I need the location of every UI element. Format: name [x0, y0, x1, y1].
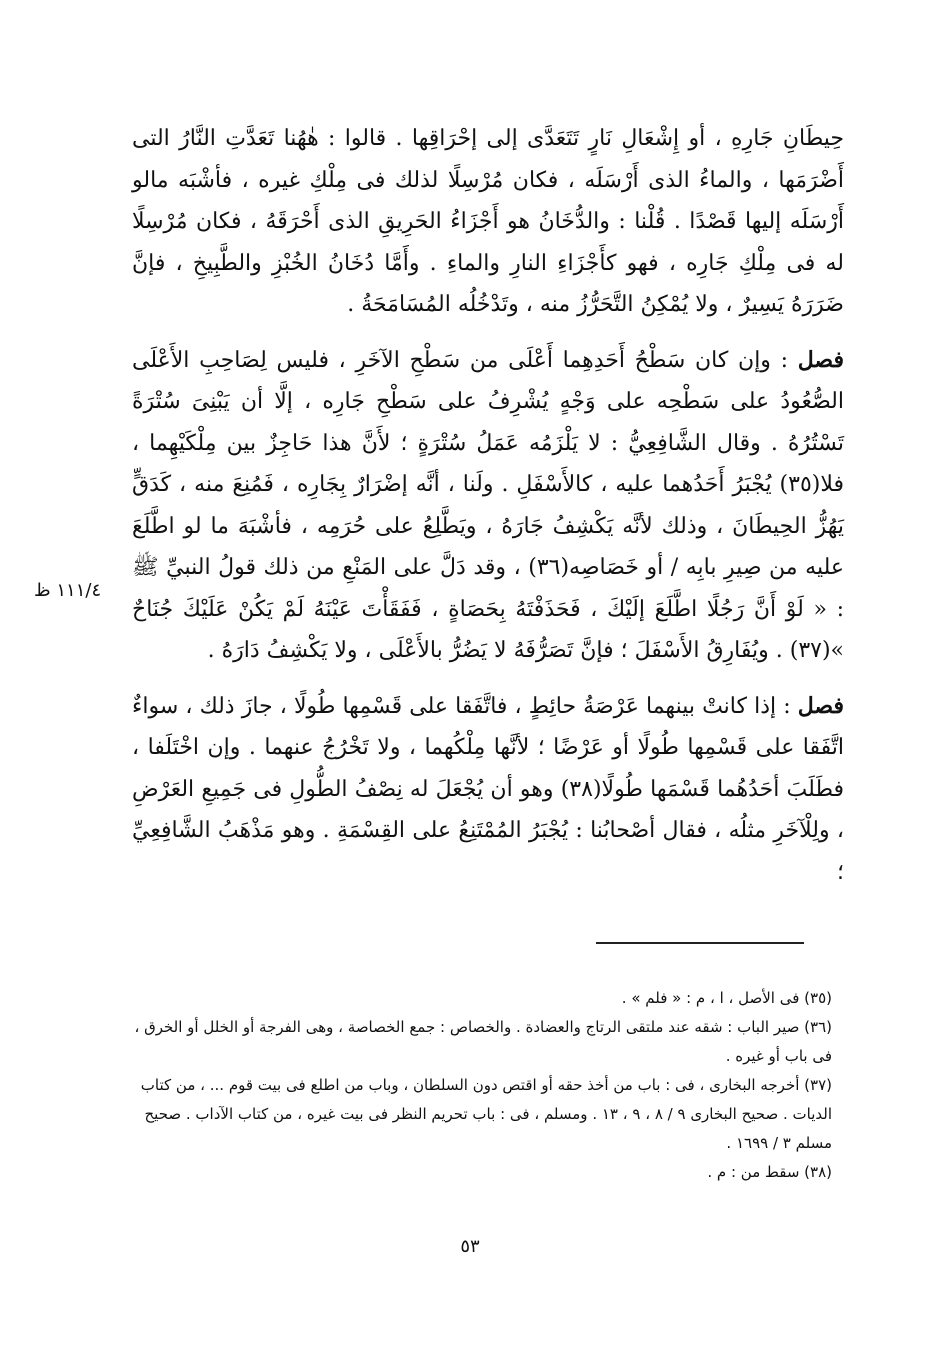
page-number: ٥٣: [460, 1236, 480, 1257]
section-heading-fasl: فصل: [797, 346, 845, 373]
paragraph-3: [132, 686, 844, 894]
footnote-separator: [596, 942, 804, 944]
paragraph-text: : وإن كان سَطْحُ أَحَدِهِما أَعْلَى من سَطْحِ الآخَرِ ، فليس لِصَاحِبِ الأَعْلَى الصُّعُودُ على سَطْحِه على وَجْهٍ يُشْرِفُ على سَطْحِ جَارِه ، إلَّا أن يَبْنِىَ سُتْرَةً تَسْتُرُهُ . وقال الشَّافِعِيُّ : لا يَلْزَمُه عَمَلُ سُتْرَةٍ ؛ لأَنَّ هذا حَاجِزٌ بين مِلْكَيْهِما ، فلا(٣٥) يُجْبَرُ أَحَدُهما عليه ، كالأَسْفَلِ . ولَنا ، أنَّه إضْرَارٌ بِجَارِه ، فَمُنِعَ منه ، كَدَقٍّ يَهُزُّ الحِيطَانَ ، وذلك لأنَّه يَكْشِفُ جَارَهُ ، ويَطَّلِعُ على حُرَمِه ، فأشْبَهَ ما لو اطَّلَعَ عليه من صِيرِ بابِه / أو خَصَاصِه(٣٦) ، وقد دَلَّ على المَنْعِ من ذلك قولُ النبيِّ ﷺ : « لَوْ أَنَّ رَجُلًا اطَّلَعَ إلَيْكَ ، فَحَذَفْتَهُ بِحَصَاةٍ ، فَفَقَأْتَ عَيْنَهُ لَمْ يَكُنْ عَلَيْكَ جُنَاحٌ »(٣٧) . ويُفَارِقُ الأَسْفَلَ ؛ فإنَّ تَصَرُّفَهُ لا يَضُرُّ بالأَعْلَى ، ولا يَكْشِفُ دَارَهُ .: [132, 347, 844, 663]
paragraph-1: [132, 118, 844, 326]
footnotes: [132, 984, 832, 1187]
paragraph-text: : إذا كانتْ بينهما عَرْصَةُ حائِطٍ ، فاتَّفَقا على قَسْمِها طُولًا ، جازَ ذلك ، سواءٌ اتَّفَقا على قَسْمِها طُولًا أو عَرْضًا ؛ لأنَّها مِلْكُهما ، ولا تَخْرُجُ عنهما . وإن اخْتَلَفا ، فطَلَبَ أحَدُهُما قَسْمَها طُولًا(٣٨) وهو أن يُجْعَلَ له نِصْفُ الطُّولِ فى جَمِيعِ العَرْضِ ، ولِلْآخَرِ مثلُه ، فقال أصْحابُنا : يُجْبَرُ المُمْتَنِعُ على القِسْمَةِ . وهو مَذْهَبُ الشَّافِعِيِّ ؛: [132, 693, 845, 885]
section-heading-fasl: فصل: [797, 692, 844, 719]
paragraph-text: حِيطَانِ جَارِهِ ، أو إِشْعَالِ نَارٍ تَتَعَدَّى إلى إحْرَاقِها . قالوا : هٰهُنا تَعَدَّتِ النَّارُ التى أَضْرَمَها ، والماءُ الذى أَرْسَلَه ، فكان مُرْسِلًا لذلك فى مِلْكِ غيره ، فأشْبَه مالو أَرْسَلَه إليها قَصْدًا . قُلْنا : والدُّخَانُ هو أَجْزَاءُ الحَرِيقِ الذى أَحْرَقَهُ ، فكان مُرْسِلًا له فى مِلْكِ جَارِه ، فهو كأَجْزَاءِ النارِ والماءِ . وأَمَّا دُخَانُ الخُبْزِ والطَّبِيخِ ، فإنَّ ضَرَرَهُ يَسِيرٌ ، ولا يُمْكِنُ التَّحَرُّزُ منه ، وتَدْخُلُه المُسَامَحَةُ .: [132, 126, 844, 317]
footnote-35: (٣٥) فى الأصل ، ا ، م : « فلم » .: [621, 989, 832, 1007]
manuscript-folio-reference: ١١١/٤ ظ: [34, 580, 102, 601]
footnote-38: (٣٨) سقط من : م .: [707, 1163, 832, 1181]
main-text: [132, 118, 844, 907]
footnote-37: (٣٧) أخرجه البخارى ، فى : باب من أخذ حقه أو اقتص دون السلطان ، وباب من اطلع فى بيت قوم ... ، من كتاب الديات . صحيح البخارى ٩ / ٨ ، ٩ ، ١٣ . ومسلم ، فى : باب تحريم النظر فى بيت غيره ، من كتاب الآداب . صحيح مسلم ٣ / ١٦٩٩ .: [140, 1076, 832, 1152]
paragraph-2: [132, 340, 844, 672]
footnote-36: (٣٦) صير الباب : شقه عند ملتقى الرتاج والعضادة . والخصاص : جمع الخصاصة ، وهى الفرجة أو الخلل أو الخرق ، فى باب أو غيره .: [134, 1018, 832, 1065]
